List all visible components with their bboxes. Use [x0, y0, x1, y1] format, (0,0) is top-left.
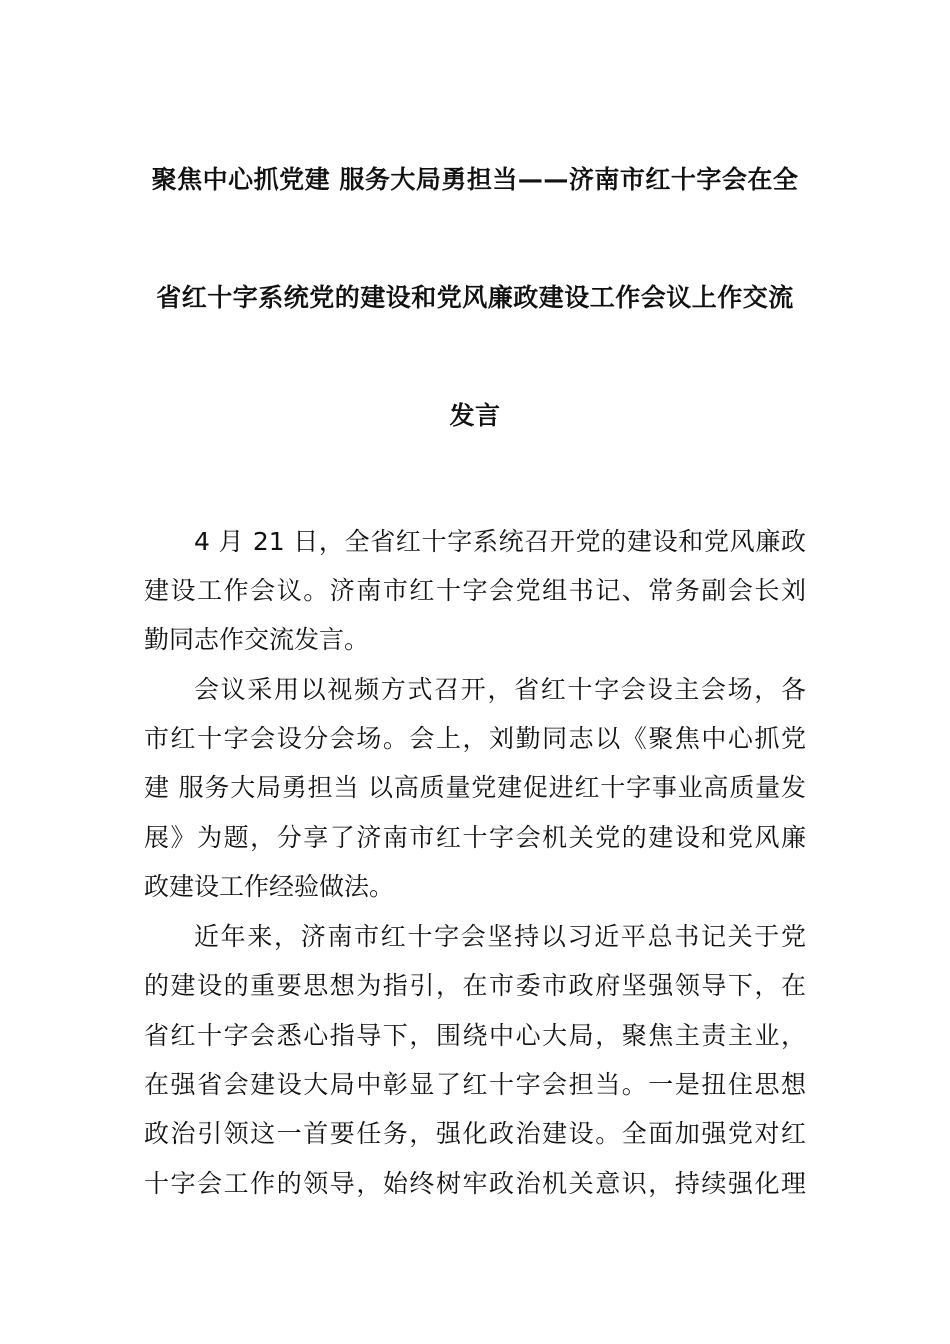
- paragraph-1-line-1: 4 月 21 日，全省红十字系统召开党的建设和党风廉政: [194, 527, 806, 556]
- document-title-line-2: 省红十字系统党的建设和党风廉政建设工作会议上作交流: [156, 283, 794, 312]
- paragraph-3-line-5: 政治引领这一首要任务，强化政治建设。全面加强党对红: [144, 1119, 806, 1148]
- paragraph-2-line-1: 会议采用以视频方式召开，省红十字会设主会场，各: [194, 675, 806, 704]
- paragraph-2-line-4: 展》为题，分享了济南市红十字会机关党的建设和党风廉: [144, 823, 806, 852]
- paragraph-2-line-2: 市红十字会设分会场。会上，刘勤同志以《聚焦中心抓党: [144, 724, 806, 753]
- paragraph-3-line-4: 在强省会建设大局中彰显了红十字会担当。一是扭住思想: [144, 1070, 806, 1099]
- paragraph-3-line-2: 的建设的重要思想为指引，在市委市政府坚强领导下，在: [144, 971, 806, 1000]
- paragraph-3-line-1: 近年来，济南市红十字会坚持以习近平总书记关于党: [194, 922, 806, 951]
- paragraph-2-line-5: 政建设工作经验做法。: [144, 872, 395, 901]
- paragraph-2-line-3: 建 服务大局勇担当 以高质量党建促进红十字事业高质量发: [144, 773, 806, 802]
- document-title-line-1: 聚焦中心抓党建 服务大局勇担当——济南市红十字会在全: [151, 165, 799, 194]
- paragraph-3-line-3: 省红十字会悉心指导下，围绕中心大局，聚焦主责主业，: [144, 1021, 806, 1050]
- paragraph-1-line-2: 建设工作会议。济南市红十字会党组书记、常务副会长刘: [144, 576, 806, 605]
- document-title-line-3: 发言: [449, 401, 501, 430]
- paragraph-1-line-3: 勤同志作交流发言。: [144, 625, 370, 654]
- paragraph-3-line-6: 十字会工作的领导，始终树牢政治机关意识，持续强化理: [144, 1169, 806, 1198]
